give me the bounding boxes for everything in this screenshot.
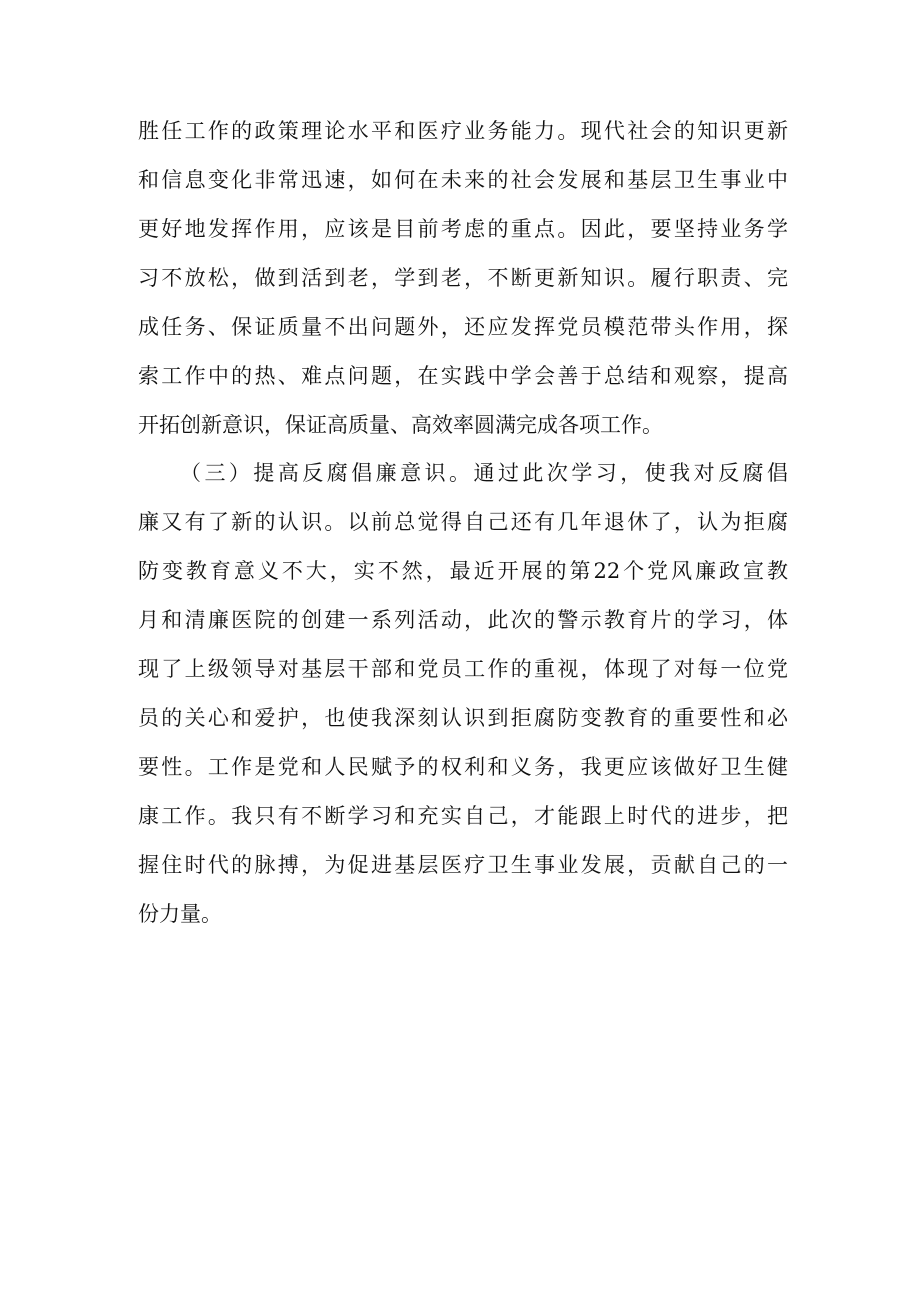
paragraph-line: 和信息变化非常迅速，如何在未来的社会发展和基层卫生事业中 xyxy=(138,168,788,192)
paragraph-line: 开拓创新意识，保证高质量、高效率圆满完成各项工作。 xyxy=(138,413,663,437)
paragraph-line: 康工作。我只有不断学习和充实自己，才能跟上时代的进步，把 xyxy=(138,804,788,828)
paragraph-line: 防变教育意义不大，实不然，最近开展的第22个党风廉政宣教 xyxy=(138,559,788,583)
paragraph-line: 成任务、保证质量不出问题外，还应发挥党员模范带头作用，探 xyxy=(138,315,788,339)
paragraph-line: 廉又有了新的认识。以前总觉得自己还有几年退休了，认为拒腐 xyxy=(138,510,788,534)
paragraph-line: 现了上级领导对基层干部和党员工作的重视，体现了对每一位党 xyxy=(138,657,788,681)
paragraph-line: 员的关心和爱护，也使我深刻认识到拒腐防变教育的重要性和必 xyxy=(138,706,788,730)
paragraph-line: 索工作中的热、难点问题，在实践中学会善于总结和观察，提高 xyxy=(138,364,788,388)
paragraph-line: 更好地发挥作用，应该是目前考虑的重点。因此，要坚持业务学 xyxy=(138,217,788,241)
paragraph-line: 月和清廉医院的创建一系列活动，此次的警示教育片的学习，体 xyxy=(138,608,788,632)
paragraph-line: （三）提高反腐倡廉意识。通过此次学习，使我对反腐倡 xyxy=(180,461,788,485)
paragraph-anti-corruption xyxy=(138,449,788,939)
paragraph-line: 握住时代的脉搏，为促进基层医疗卫生事业发展，贡献自己的一 xyxy=(138,853,788,877)
paragraph-policy-and-study xyxy=(138,107,788,450)
paragraph-line: 要性。工作是党和人民赋予的权利和义务，我更应该做好卫生健 xyxy=(138,755,788,779)
paragraph-line: 习不放松，做到活到老，学到老，不断更新知识。履行职责、完 xyxy=(138,266,788,290)
paragraph-line: 份力量。 xyxy=(138,902,222,926)
paragraph-line: 胜任工作的政策理论水平和医疗业务能力。现代社会的知识更新 xyxy=(138,119,788,143)
